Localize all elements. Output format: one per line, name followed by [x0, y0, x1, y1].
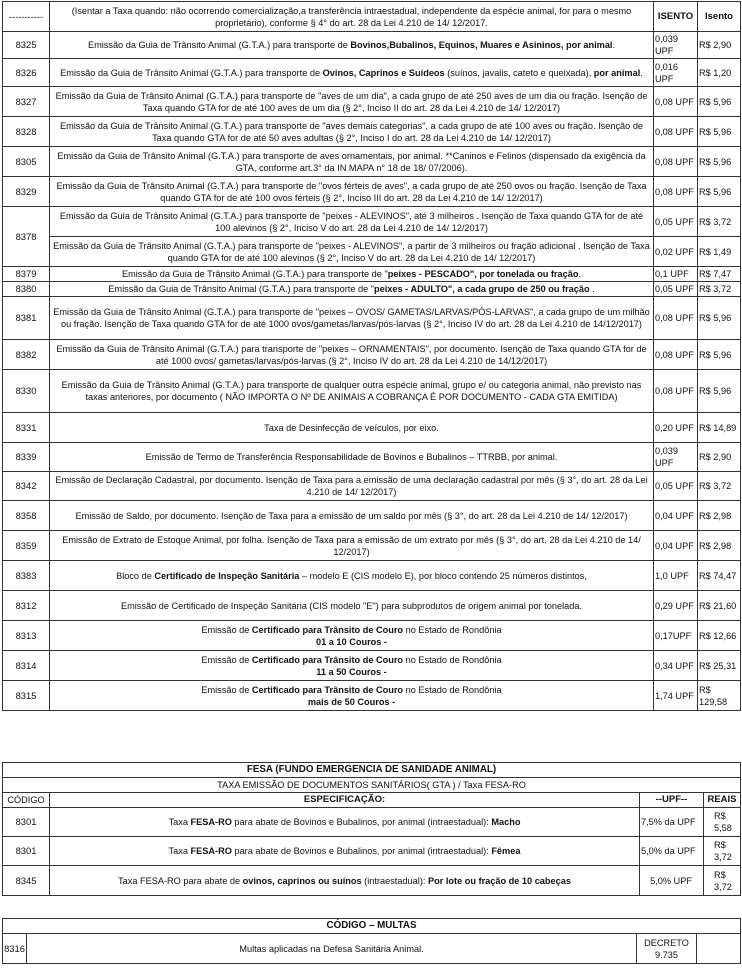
- row-specification: Emissão de Saldo, por documento. Isenção de Taxa para a emissão de um saldo por mês (§ 3°, do art. 28 da Lei 4.210 de 14/ 12/2017): [50, 501, 654, 531]
- table-row: [3, 808, 741, 837]
- row-code: 8358: [3, 501, 50, 531]
- row-specification: (Isentar a Taxa quando: não ocorrendo comercialização,a transferência intraestadual, independente da espécie animal, for para o mesmo proprietário), conforme § 4° do art. 28 da Lei 4.210 de 14/ 12/2017.: [50, 2, 654, 32]
- row-value: R$ 1,20: [698, 59, 741, 87]
- row-value: R$ 2,90: [698, 443, 741, 472]
- row-value: R$ 5,96: [698, 147, 741, 177]
- row-upf: ISENTO: [654, 2, 698, 32]
- table-row: [3, 267, 741, 282]
- row-code: 8330: [3, 370, 50, 413]
- row-value: R$ 7,47: [698, 267, 741, 282]
- table-row: [3, 934, 741, 964]
- row-value: R$ 5,96: [698, 177, 741, 207]
- row-code: 8342: [3, 472, 50, 501]
- row-code: 8327: [3, 87, 50, 117]
- row-upf: 5,0% da UPF: [640, 837, 704, 866]
- row-value: R$ 5,96: [698, 87, 741, 117]
- table-row: [3, 147, 741, 177]
- table-row: [3, 472, 741, 501]
- row-code: 8312: [3, 591, 50, 621]
- row-specification: Emissão de Certificado para Trânsito de Couro no Estado de Rondônia 11 a 50 Couros -: [50, 651, 654, 681]
- table-row: [3, 340, 741, 370]
- row-specification: Emissão da Guia de Trânsito Animal (G.T.A.) para transporte de "peixes - ALEVINOS", até 3 milheiros . Isenção de Taxa quando GTA for de até 100 alevinos (§ 2°, Inciso V do art. 28 da Lei 4.210 de 14/ 12/2017): [50, 207, 654, 237]
- table-row: [3, 177, 741, 207]
- row-upf: 0,08 UPF: [654, 340, 698, 370]
- row-code: 8331: [3, 413, 50, 443]
- row-upf: 0,1 UPF: [654, 267, 698, 282]
- row-specification: Emissão da Guia de Trânsito Animal (G.T.A.) para transporte de "peixes – OVOS/ GAMETAS/LARVAS/PÓS-LARVAS", a cada grupo de um milhão ou fração. Isenção de Taxa quando GTA for de até 1000 ovos/gametas/larvas/pós-larvas (§ 2°, Inciso IV do art. 28 da Lei 4.210 de 14/12/2017): [50, 297, 654, 340]
- row-value: R$ 2,98: [698, 531, 741, 561]
- row-upf: 0,17UPF: [654, 621, 698, 651]
- row-upf: 5,0% UPF: [640, 866, 704, 896]
- row-upf: 0,039 UPF: [654, 32, 698, 59]
- row-specification: Emissão da Guia de Trânsito Animal (G.T.A.) para transporte de "peixes - ADULTO", a cada grupo de 250 ou fração .: [50, 282, 654, 297]
- row-code: 8316: [3, 934, 27, 964]
- row-code: 8380: [3, 282, 50, 297]
- row-upf: 0,08 UPF: [654, 297, 698, 340]
- table-row: [3, 443, 741, 472]
- row-specification: Taxa FESA-RO para abate de Bovinos e Bubalinos, por animal (intraestadual): Fêmea: [50, 837, 640, 866]
- table-row: [3, 561, 741, 591]
- row-specification: Emissão de Termo de Transferência Responsabilidade de Bovinos e Bubalinos – TTRBB, por animal.: [50, 443, 654, 472]
- row-value: R$ 3,72: [704, 837, 741, 866]
- row-value: R$ 5,58: [704, 808, 741, 837]
- row-specification: Taxa FESA-RO para abate de Bovinos e Bubalinos, por animal (intraestadual): Macho: [50, 808, 640, 837]
- row-specification: Emissão da Guia de Trânsito Animal (G.T.A.) para transporte de "aves de um dia", a cada grupo de até 250 aves de um dia ou fração. Isenção de Taxa quando GTA for de até 100 aves de um dia (§ 2°, Inciso II do art. 28 da Lei 4.210 de 14/ 12/2017): [50, 87, 654, 117]
- row-specification: Emissão da Guia de Trânsito Animal (G.T.A.) para transporte de "peixes - PESCADO", por tonelada ou fração.: [50, 267, 654, 282]
- row-upf: 0,08 UPF: [654, 117, 698, 147]
- table-row: [3, 237, 741, 267]
- row-specification: Emissão da Guia de Trânsito Animal (G.T.A.) para transporte de aves ornamentais, por animal. **Caninos e Felinos (dispensado da exigência da GTA, conforme art.3° da IN MAPA n° 18 de 18/ 07/2006).: [50, 147, 654, 177]
- row-code: 8301: [3, 837, 50, 866]
- row-code: 8339: [3, 443, 50, 472]
- row-specification: Emissão da Guia de Trânsito Animal (G.T.A.) para transporte de Bovinos,Bubalinos, Equinos, Muares e Asininos, por animal.: [50, 32, 654, 59]
- table-row: [3, 866, 741, 896]
- row-specification: Taxa FESA-RO para abate de ovinos, caprinos ou suínos (intraestadual): Por lote ou fração de 10 cabeças: [50, 866, 640, 896]
- row-specification: Emissão da Guia de Trânsito Animal (G.T.A.) para transporte de "peixes – ORNAMENTAIS", por documento. Isenção de Taxa quando GTA for de até 1000 ovos/ gametas/larvas/pós-larvas (§ 2°, Inciso IV do art. 28 da Lei 4.210 de 14/12/2017): [50, 340, 654, 370]
- table-row: [3, 621, 741, 651]
- row-upf: 0,08 UPF: [654, 147, 698, 177]
- row-value: R$ 5,96: [698, 117, 741, 147]
- row-code: 8325: [3, 32, 50, 59]
- table-row: [3, 413, 741, 443]
- row-upf: 0,05 UPF: [654, 282, 698, 297]
- table-row: [3, 681, 741, 711]
- row-code: 8301: [3, 808, 50, 837]
- row-upf: 0,34 UPF: [654, 651, 698, 681]
- row-code: -----------: [3, 2, 50, 32]
- row-upf: 0,02 UPF: [654, 237, 698, 267]
- row-code: 8383: [3, 561, 50, 591]
- row-code: 8382: [3, 340, 50, 370]
- header-specification: ESPECIFICAÇÃO:: [50, 793, 640, 808]
- fesa-title: FESA (FUNDO EMERGENCIA DE SANIDADE ANIMAL): [3, 763, 741, 778]
- row-code: 8381: [3, 297, 50, 340]
- row-value: R$ 21,60: [698, 591, 741, 621]
- header-upf: --UPF--: [640, 793, 704, 808]
- row-code: 8359: [3, 531, 50, 561]
- row-value: R$ 5,96: [698, 297, 741, 340]
- table-row: [3, 297, 741, 340]
- row-specification: Taxa de Desinfecção de veículos, por eixo.: [50, 413, 654, 443]
- row-specification: Emissão da Guia de Trânsito Animal (G.T.A.) para transporte de "peixes - ALEVINOS", a partir de 3 milheiros ou fração adicional . Isenção de Taxa quando GTA for de até 100 alevinos (§ 2°, Inciso V do art. 28 da Lei 4.210 de 14/ 12/2017): [50, 237, 654, 267]
- row-value: Isento: [698, 2, 741, 32]
- row-value: R$ 2,90: [698, 32, 741, 59]
- row-code: 8379: [3, 267, 50, 282]
- row-value: R$ 129,58: [698, 681, 741, 711]
- table-row: [3, 117, 741, 147]
- table-row: [3, 32, 741, 59]
- row-upf: 1,74 UPF: [654, 681, 698, 711]
- row-upf: 0,20 UPF: [654, 413, 698, 443]
- row-code: 8326: [3, 59, 50, 87]
- row-specification: Bloco de Certificado de Inspeção Sanitária – modelo E (CIS modelo E), por bloco contendo 25 números distintos,: [50, 561, 654, 591]
- row-upf: 0,29 UPF: [654, 591, 698, 621]
- fesa-header-row: [3, 793, 741, 808]
- row-upf: 0,08 UPF: [654, 87, 698, 117]
- row-code: 8329: [3, 177, 50, 207]
- row-code: 8378: [3, 207, 50, 267]
- row-specification: Emissão de Certificado para Trânsito de Couro no Estado de Rondônia 01 a 10 Couros -: [50, 621, 654, 651]
- row-specification: Emissão da Guia de Trânsito Animal (G.T.A.) para transporte de "aves demais categorias", a cada grupo de até 100 aves ou fração. Isenção de Taxa quando GTA for de até 50 aves adultas (§ 2°, Inciso I do art. 28 da Lei 4.210 de 14/ 12/2017): [50, 117, 654, 147]
- row-upf: 0,05 UPF: [654, 472, 698, 501]
- table-row: [3, 59, 741, 87]
- row-code: 8345: [3, 866, 50, 896]
- table-row: [3, 531, 741, 561]
- row-upf: 0,016 UPF: [654, 59, 698, 87]
- table-row: [3, 591, 741, 621]
- row-value: R$ 5,96: [698, 370, 741, 413]
- row-code: 8313: [3, 621, 50, 651]
- fesa-table: [2, 762, 741, 896]
- row-upf: 0,04 UPF: [654, 531, 698, 561]
- row-upf: 0,08 UPF: [654, 177, 698, 207]
- row-value: R$ 74,47: [698, 561, 741, 591]
- multas-title: CÓDIGO – MULTAS: [3, 919, 741, 934]
- row-code: 8314: [3, 651, 50, 681]
- row-value: R$ 3,72: [698, 282, 741, 297]
- row-specification: Emissão de Declaração Cadastral, por documento. Isenção de Taxa para a emissão de uma declaração cadastral por mês (§ 3°, do art. 28 da Lei 4.210 de 14/ 12/2017): [50, 472, 654, 501]
- table-row: [3, 837, 741, 866]
- row-value: R$ 3,72: [704, 866, 741, 896]
- header-code: CÓDIGO: [3, 793, 50, 808]
- fee-table: [2, 1, 741, 711]
- table-row: [3, 501, 741, 531]
- row-code: 8315: [3, 681, 50, 711]
- table-row: [3, 207, 741, 237]
- row-value: R$ 2,98: [698, 501, 741, 531]
- table-row: [3, 651, 741, 681]
- row-upf: 0,05 UPF: [654, 207, 698, 237]
- table-row: [3, 87, 741, 117]
- row-upf: 0,039 UPF: [654, 443, 698, 472]
- row-specification: Emissão de Extrato de Estoque Animal, por folha. Isenção de Taxa para a emissão de um extrato por mês (§ 3°, do art. 28 da Lei 4.210 de 14/ 12/2017): [50, 531, 654, 561]
- row-specification: Multas aplicadas na Defesa Sanitária Animal.: [27, 934, 637, 964]
- table-row: [3, 2, 741, 32]
- row-upf: 0,08 UPF: [654, 370, 698, 413]
- row-value: R$ 12,66: [698, 621, 741, 651]
- multas-table: [2, 918, 741, 964]
- row-specification: Emissão de Certificado de Inspeção Sanitária (CIS modelo "E") para subprodutos de origem animal por tonelada.: [50, 591, 654, 621]
- row-specification: Emissão da Guia de Trânsito Animal (G.T.A.) para transporte de "ovos férteis de aves", a cada grupo de até 250 ovos ou fração. Isenção de Taxa quando GTA for de até 100 ovos férteis (§ 2°, Inciso III do art. 28 da Lei 4.210 de 14/ 12/2017): [50, 177, 654, 207]
- row-specification: Emissão da Guia de Trânsito Animal (G.T.A.) para transporte de Ovinos, Caprinos e Suídeos (suínos, javalis, cateto e queixada), por animal.: [50, 59, 654, 87]
- row-upf: 7,5% da UPF: [640, 808, 704, 837]
- row-value: R$ 1,49: [698, 237, 741, 267]
- row-specification: Emissão de Certificado para Trânsito de Couro no Estado de Rondônia mais de 50 Couros -: [50, 681, 654, 711]
- row-code: 8328: [3, 117, 50, 147]
- row-value: R$ 5,96: [698, 340, 741, 370]
- row-value: R$ 14,89: [698, 413, 741, 443]
- row-value: R$ 25,31: [698, 651, 741, 681]
- row-value: R$ 3,72: [698, 207, 741, 237]
- table-row: [3, 282, 741, 297]
- fesa-subtitle: TAXA EMISSÃO DE DOCUMENTOS SANITÁRIOS( GTA ) / Taxa FESA-RO: [3, 778, 741, 793]
- row-upf: 0,04 UPF: [654, 501, 698, 531]
- row-value: R$ 3,72: [698, 472, 741, 501]
- row-value: [697, 934, 741, 964]
- header-value: REAIS: [704, 793, 741, 808]
- row-upf: DECRETO 9.735: [637, 934, 697, 964]
- row-upf: 1,0 UPF: [654, 561, 698, 591]
- row-specification: Emissão da Guia de Trânsito Animal (G.T.A.) para transporte de qualquer outra espécie animal, grupo e/ ou categoria animal, não previsto nas taxas anteriores, por documento ( NÃO IMPORTA O Nº DE ANIMAIS A COBRANÇA É POR DOCUMENTO - CADA GTA EMITIDA): [50, 370, 654, 413]
- table-row: [3, 370, 741, 413]
- row-code: 8305: [3, 147, 50, 177]
